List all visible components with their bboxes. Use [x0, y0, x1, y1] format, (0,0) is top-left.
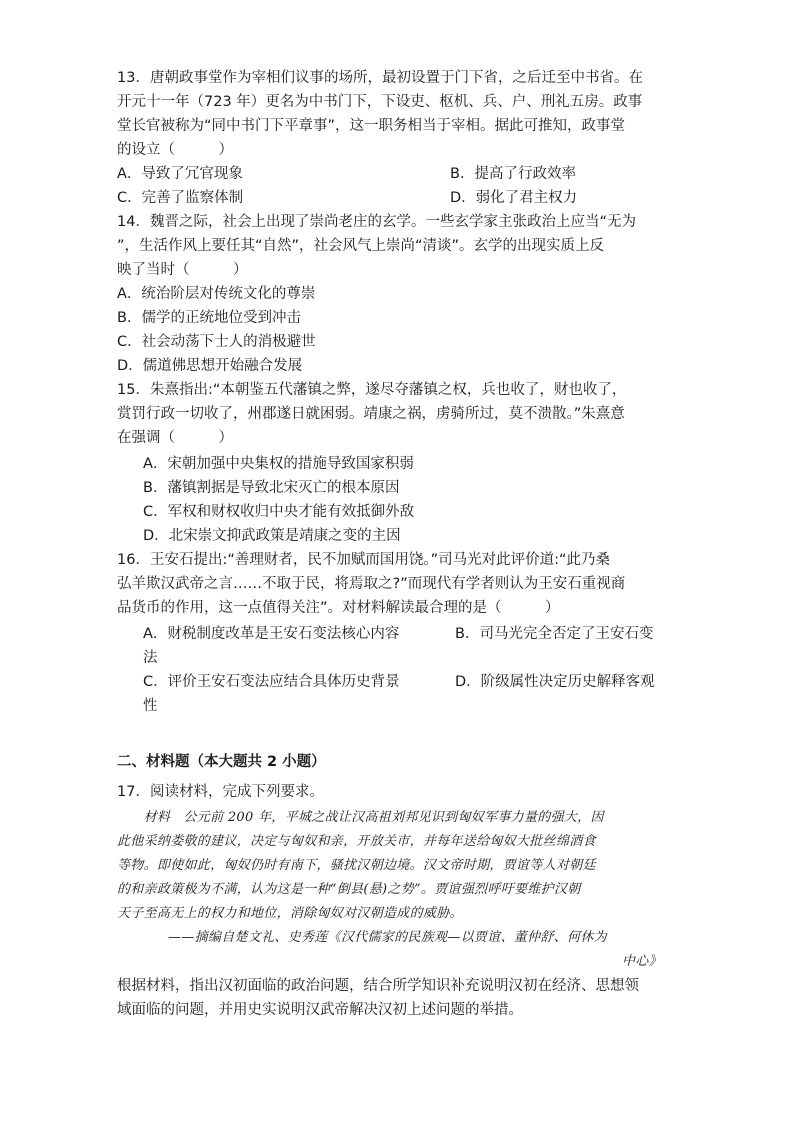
question-17-source-wrap: 中心》: [622, 954, 662, 969]
question-14-option-a: A．统治阶层对传统文化的尊崇: [117, 286, 316, 302]
question-16-option-b: B．司马光完全否定了王安石变: [455, 626, 654, 642]
question-15-stem-line: 赏罚行政一切收了，州郡遂日就困弱。靖康之祸，虏骑所过，莫不溃散。”朱熹意: [117, 406, 625, 422]
question-14-stem-line: 映了当时（ ）: [117, 262, 248, 278]
question-16-option-b-wrap: 法: [143, 650, 158, 666]
question-17-material-line: 等物。即使如此，匈奴仍时有南下，骚扰汉朝边境。汉文帝时期，贾谊等人对朝廷: [117, 858, 596, 873]
question-17-material-line: 此他采纳娄敬的建议，决定与匈奴和亲，开放关市，并每年送给匈奴大批丝绵酒食: [117, 834, 596, 849]
question-16-option-c: C．评价王安石变法应结合具体历史背景: [143, 674, 400, 690]
question-13-stem-line: 13．唐朝政事堂作为宰相们议事的场所，最初设置于门下省，之后迁至中书省。在: [117, 70, 643, 86]
question-14-option-c: C．社会动荡下士人的消极避世: [117, 334, 316, 350]
question-17-prompt-line: 根据材料，指出汉初面临的政治问题，结合所学知识补充说明汉初在经济、思想领: [117, 978, 639, 994]
section-2-heading: 二、材料题（本大题共 2 小题）: [117, 754, 326, 770]
question-16-stem-line: 品货币的作用，这一点值得关注”。对材料解读最合理的是（ ）: [117, 600, 560, 616]
question-17-source: ——摘编自楚文礼、史秀莲《汉代儒家的民族观—以贾谊、董仲舒、何休为: [168, 930, 607, 945]
question-13-option-a: A．导致了冗官现象: [117, 166, 243, 182]
question-17-prompt-line: 域面临的问题，并用史实说明汉武帝解决汉初上述问题的举措。: [117, 1002, 523, 1018]
question-13-stem-line: 开元十一年（723 年）更名为中书门下，下设吏、枢机、兵、户、刑礼五房。政事: [117, 94, 643, 110]
question-17-intro: 17．阅读材料，完成下列要求。: [117, 784, 324, 800]
question-14-stem-line: 14．魏晋之际，社会上出现了崇尚老庄的玄学。一些玄学家主张政治上应当“无为: [117, 214, 636, 230]
question-15-option-b: B．藩镇割据是导致北宋灭亡的根本原因: [143, 480, 400, 496]
question-13-option-d: D．弱化了君主权力: [450, 190, 578, 206]
question-17-material-line: 材料 公元前 200 年，平城之战让汉高祖刘邦见识到匈奴军事力量的强大，因: [117, 810, 604, 825]
question-14-option-b: B．儒学的正统地位受到冲击: [117, 310, 301, 326]
question-16-stem-line: 弘羊欺汉武帝之言……不取于民，将焉取之?”而现代有学者则认为王安石重视商: [117, 576, 626, 592]
question-14-option-d: D．儒道佛思想开始融合发展: [117, 358, 303, 374]
question-17-material-line: 的和亲政策极为不满，认为这是一种“倒县(悬)之势”。贾谊强烈呼吁要维护汉朝: [117, 882, 581, 897]
question-16-option-d: D．阶级属性决定历史解释客观: [455, 674, 655, 690]
question-15-option-d: D．北宋崇文抑武政策是靖康之变的主因: [143, 528, 401, 544]
question-15-option-c: C．军权和财权收归中央才能有效抵御外敌: [143, 504, 415, 520]
question-14-stem-line: ”，生活作风上要任其“自然”，社会风气上崇尚“清谈”。玄学的出现实质上反: [117, 238, 605, 254]
question-16-option-a: A．财税制度改革是王安石变法核心内容: [143, 626, 400, 642]
question-13-option-b: B．提高了行政效率: [450, 166, 576, 182]
question-15-option-a: A．宋朝加强中央集权的措施导致国家积弱: [143, 456, 414, 472]
question-13-option-c: C．完善了监察体制: [117, 190, 244, 206]
question-15-stem-line: 在强调（ ）: [117, 430, 233, 446]
question-13-stem-line: 的设立（ ）: [117, 142, 233, 158]
question-17-material-line: 天子至高无上的权力和地位，消除匈奴对汉朝造成的威胁。: [117, 906, 463, 921]
question-15-stem-line: 15．朱熹指出:“本朝鉴五代藩镇之弊，遂尽夺藩镇之权，兵也收了，财也收了，: [117, 382, 627, 398]
question-16-option-d-wrap: 性: [143, 698, 158, 714]
question-16-stem-line: 16．王安石提出:“善理财者，民不加赋而国用饶。”司马光对此评价道:“此乃桑: [117, 552, 611, 568]
question-13-stem-line: 堂长官被称为“同中书门下平章事”，这一职务相当于宰相。据此可推知，政事堂: [117, 118, 626, 134]
